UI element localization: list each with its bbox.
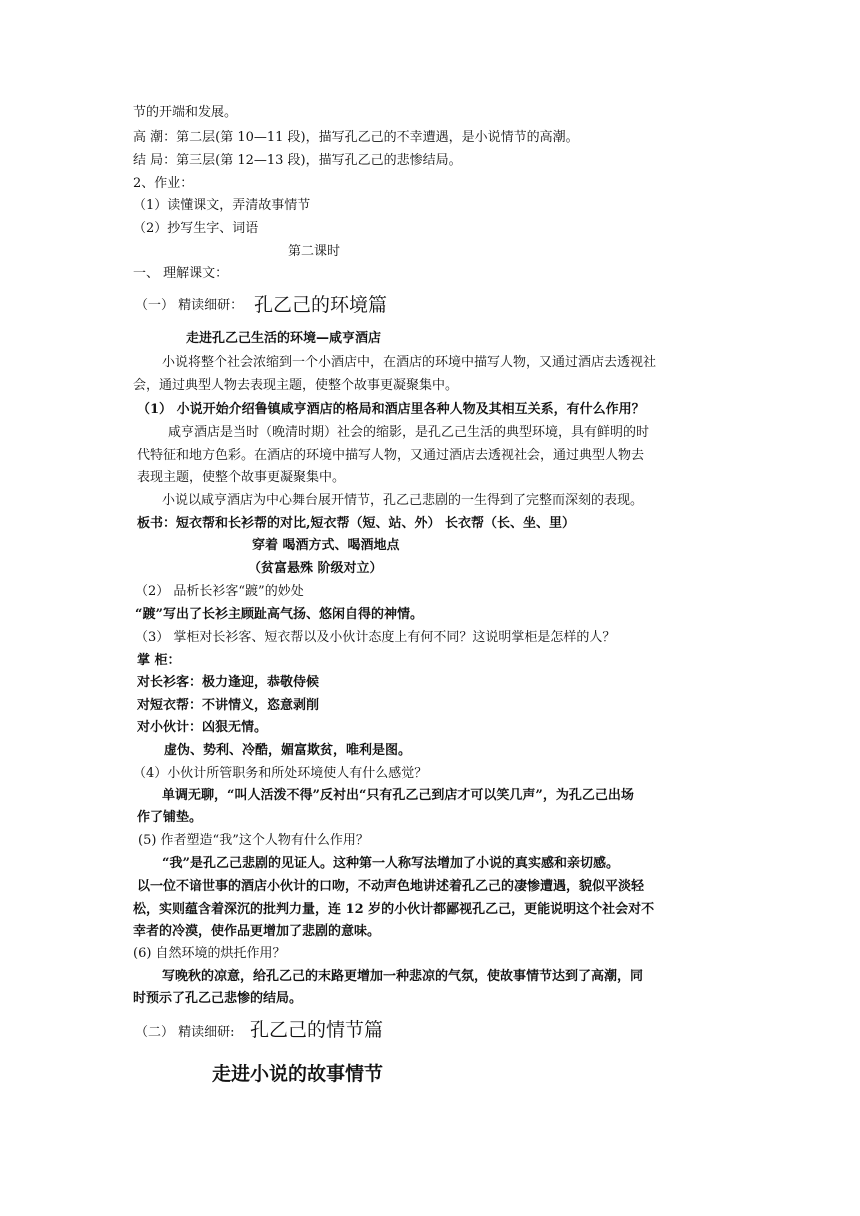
subsection-title: 孔乙己的情节篇 [250,1019,384,1041]
text-line: 2、作业： [133,176,194,191]
question: （1） 小说开始介绍鲁镇咸亨酒店的格局和酒店里各种人物及其相互关系，有什么作用？ [137,402,645,417]
subsection-title: 孔乙己的环境篇 [254,294,388,316]
text-line: 咸亨酒店是当时（晚清时期）社会的缩影，是孔乙己生活的典型环境，具有鲜明的时 [168,425,650,440]
answer: 写晚秋的凉意，给孔乙己的末路更增加一种悲凉的气氛，使故事情节达到了高潮，同 [162,969,644,984]
subsection-label: （二） 精读细研: [135,1025,235,1040]
text-line: 会，通过典型人物去表现主题，使整个故事更凝聚集中。 [133,378,459,393]
question: (5) 作者塑造“我”这个人物有什么作用？ [138,833,369,848]
text-line: 结 局：第三层(第 12—13 段)，描写孔乙己的悲惨结局。 [133,153,462,168]
section-heading: 第二课时 [288,244,341,259]
board-notes: 板书：短衣帮和长衫帮的对比,短衣帮（短、站、外） 长衣帮（长、坐、里） [137,516,576,531]
text-line: 一、 理解课文： [133,266,229,281]
answer: 对短衣帮：不讲情义，恣意剥削 [137,698,320,713]
answer: “踱”写出了长衫主顾趾高气扬、悠闲自得的神情。 [135,607,423,622]
answer: 幸者的冷漠，使作品更增加了悲剧的意味。 [133,924,381,939]
question: (6) 自然环境的烘托作用？ [133,946,286,961]
text-line: 表现主题，使整个故事更凝聚集中。 [137,470,346,485]
answer: 时预示了孔乙己悲惨的结局。 [133,991,303,1006]
question: （2） 品析长衫客“踱”的妙处 [135,584,304,599]
text-line: 代特征和地方色彩。在酒店的环境中描写人物，又通过酒店去透视社会，通过典型人物去 [137,448,645,463]
answer: 单调无聊，“叫人活泼不得”反衬出“只有孔乙己到店才可以笑几声”，为孔乙己出场 [162,788,634,803]
text-line: 小说将整个社会浓缩到一个小酒店中，在酒店的环境中描写人物，又通过酒店去透视社 [162,355,657,370]
topic-heading: 走进小说的故事情节 [212,1063,384,1085]
question: （4）小伙计所管职务和所处环境使人有什么感觉？ [133,766,428,781]
answer: 对长衫客：极力逢迎，恭敬侍候 [137,675,320,690]
board-notes: （贫富悬殊 阶级对立） [248,561,383,576]
text-line: （1）读懂课文，弄清故事情节 [133,198,311,213]
question: （3） 掌柜对长衫客、短衣帮以及小伙计态度上有何不同？这说明掌柜是怎样的人？ [135,630,616,645]
answer: 以一位不谙世事的酒店小伙计的口吻，不动声色地讲述着孔乙己的凄惨遭遇，貌似平淡轻 [137,879,645,894]
answer: 掌 柜： [137,653,181,668]
answer: 虚伪、势利、冷酷，媚富欺贫，唯利是图。 [164,743,412,758]
text-line: 节的开端和发展。 [133,105,238,120]
answer: 松，实则蕴含着深沉的批判力量，连 12 岁的小伙计都鄙视孔乙己，更能说明这个社会对不 [133,902,655,917]
topic-heading: 走进孔乙己生活的环境—咸亨酒店 [186,331,382,346]
answer: 作了铺垫。 [137,810,203,825]
answer: “我”是孔乙己悲剧的见证人。这种第一人称写法增加了小说的真实感和亲切感。 [162,856,619,871]
subsection-label: （一） 精读细研： [135,298,244,313]
text-line: 小说以咸亨酒店为中心舞台展开情节，孔乙己悲剧的一生得到了完整而深刻的表现。 [162,493,644,508]
text-line: （2）抄写生字、词语 [133,221,259,236]
board-notes: 穿着 喝酒方式、喝酒地点 [252,538,400,553]
text-line: 高 潮：第二层(第 10—11 段)，描写孔乙己的不幸遭遇，是小说情节的高潮。 [133,130,579,145]
answer: 对小伙计：凶狠无情。 [137,720,268,735]
